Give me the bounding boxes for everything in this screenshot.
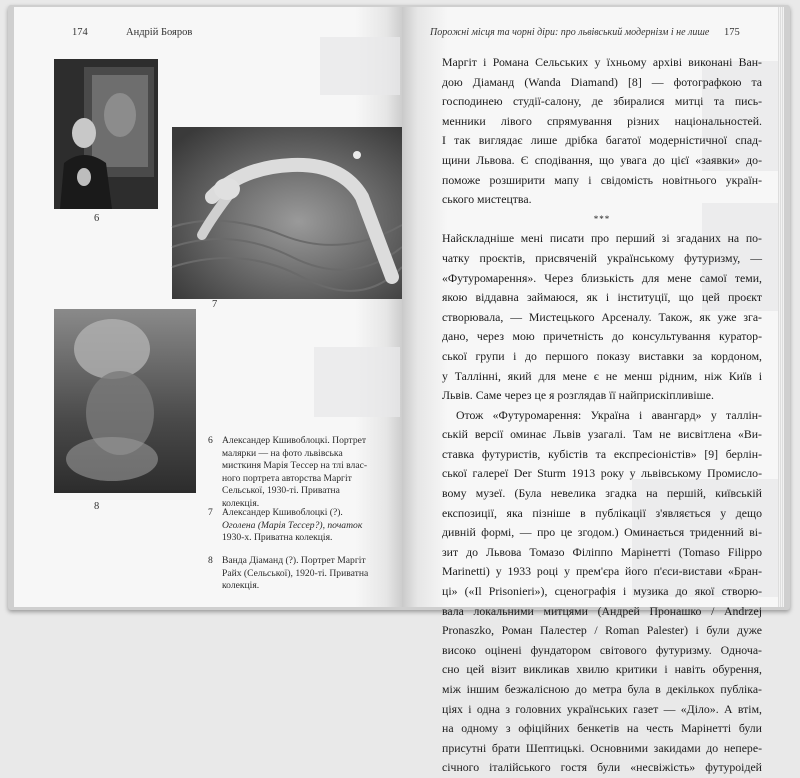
caption-line: колекція. xyxy=(222,580,260,592)
text-line: Найскладніше мені писати про перший зі згаданих на по- xyxy=(442,231,762,246)
text-line: ціях і одна з головних українських газет — «Діло». А втім, xyxy=(442,701,762,716)
text-line: дано, через мою причетність до консультування куратор- xyxy=(442,329,762,344)
caption-7-number: 7 xyxy=(208,507,213,518)
text-line: ставка футуристів, кубістів та експресіоністів» [9] берлін- xyxy=(442,446,762,461)
left-page-number: 174 xyxy=(72,27,88,38)
caption-6 xyxy=(208,435,392,511)
right-page xyxy=(402,7,784,775)
caption-line: колекція. xyxy=(222,497,260,509)
text-line: ської галереї Der Sturm 1913 року у львівському Промисло- xyxy=(442,466,762,481)
caption-line: Ванда Діаманд (?). Портрет Маргіт xyxy=(222,555,366,566)
caption-line: ного портрета авторства Маргіт xyxy=(222,472,352,484)
right-page-number: 175 xyxy=(724,27,740,38)
caption-line: Сельської, 1930-ті. Приватна xyxy=(222,485,340,497)
text-line: щини Львова. Є сподівання, що увага до цієї «заявки» до- xyxy=(442,152,762,167)
text-line: сно цей візит викликав хвилю критики і навіть обурення, xyxy=(442,662,762,677)
text-line: І так виглядає лише дрібка багатої модерністичної спад- xyxy=(442,133,762,148)
text-line: якою віддавна займаюся, як і інституції, що цей проєкт xyxy=(442,290,762,305)
caption-line: Александер Кшивоблоцкі. Портрет xyxy=(222,435,367,446)
text-line: «Футуромарення». Через близькість для мене самої теми, xyxy=(442,270,762,285)
text-line: присутні брати Шептицькі. Основними закидами до непере- xyxy=(442,740,762,755)
figure-8-number: 8 xyxy=(94,501,100,512)
caption-8-number: 8 xyxy=(208,555,213,566)
caption-line: Райх (Сельської), 1920-ті. Приватна xyxy=(222,567,369,579)
text-line: Marinetti) у 1933 році у прем'єра його п'єси-вистави «Бран- xyxy=(442,564,762,579)
caption-7 xyxy=(208,507,392,545)
text-line: Львів. Саме через це я розглядав її найприскіпливіше. xyxy=(442,388,714,403)
text-line: ського мистецтва. xyxy=(442,192,532,207)
text-line: господинею студії-салону, де збиралися митці та пись- xyxy=(442,94,762,109)
text-line: зит до Львова Томазо Філіппо Марінетті (Tomaso Filippo xyxy=(442,544,762,559)
text-line: Pronaszko, Роман Палестер / Roman Palester) і були дуже xyxy=(442,623,762,638)
left-running-head: Андрій Бояров xyxy=(126,27,193,38)
text-line: між іншим безжалісною до метра була в декількох публіка- xyxy=(442,682,762,696)
figure-6-number: 6 xyxy=(94,213,100,224)
text-line: експозиції, яка пізніше в публікації з'являється у дещо xyxy=(442,505,762,520)
caption-line: мисткиня Марія Тессер на тлі влас- xyxy=(222,460,368,472)
text-line: ській версії оминає Львів узагалі. Там не висвітлена «Ви- xyxy=(442,427,762,442)
text-line: у Таллінні, який для мене є не менш рідним, ніж Київ і xyxy=(442,368,762,383)
text-line: вала локальними митцями (Андрей Пронашко / Andrzej xyxy=(442,603,762,618)
figure-7-number: 7 xyxy=(212,299,218,310)
text-line: ської групи і до першого показу виставки за кордоном, xyxy=(442,348,762,363)
text-line: створювала, — Мистецького Арсеналу. Також, як уже зга- xyxy=(442,309,762,324)
right-running-head: Порожні місця та чорні діри: про львівський модернізм і не лише xyxy=(430,27,710,38)
text-line: Маргіт і Романа Сельських у їхньому архіві виконані Ван- xyxy=(442,55,762,69)
figure-8-photo xyxy=(54,309,196,493)
text-line: поможе розширити мапу і свідомість новітнього україн- xyxy=(442,172,762,187)
text-line: січного італійського гостя були «несвіжість» футуроідей xyxy=(442,760,762,775)
caption-6-number: 6 xyxy=(208,435,213,446)
show-through-block xyxy=(314,347,400,417)
caption-line: малярки — на фото львівська xyxy=(222,447,343,459)
text-line: на одному з офіційних бенкетів на честь Марінетті були xyxy=(442,721,762,736)
text-line: високо оцінені фундатором світового футуризму. Одноча- xyxy=(442,642,762,657)
text-line: Отож «Футуромарення: Україна і авангард» у таллін- xyxy=(456,407,762,422)
text-line: дивній формі, — про це згодом.) Оминається триденний ві- xyxy=(442,525,762,540)
text-line: дою Діаманд (Wanda Diamand) [8] — фотографкою та xyxy=(442,74,762,89)
caption-line: Александер Кшивоблоцкі (?). xyxy=(222,507,343,518)
caption-line: 1930-х. Приватна колекція. xyxy=(222,532,333,544)
body-text xyxy=(442,53,762,778)
caption-8 xyxy=(208,555,392,593)
text-line: ці» («Il Prisonieri»), сценографія і музика до якої створю- xyxy=(442,584,762,599)
caption-line: Оголена (Марія Тессер?), початок xyxy=(222,519,363,531)
figure-7-photo xyxy=(172,127,402,299)
open-book xyxy=(8,5,790,775)
left-page xyxy=(14,7,402,607)
show-through-block xyxy=(320,37,400,95)
text-line: чатку проєктів, присвяченій українському футуризму, — xyxy=(442,250,762,265)
figure-6-photo xyxy=(54,59,158,209)
text-line: менники лівого спрямування різних національностей. xyxy=(442,113,762,128)
section-separator: *** xyxy=(593,213,611,224)
text-line: вому музеї. (Була невелика згадка на першій, київській xyxy=(442,486,762,501)
